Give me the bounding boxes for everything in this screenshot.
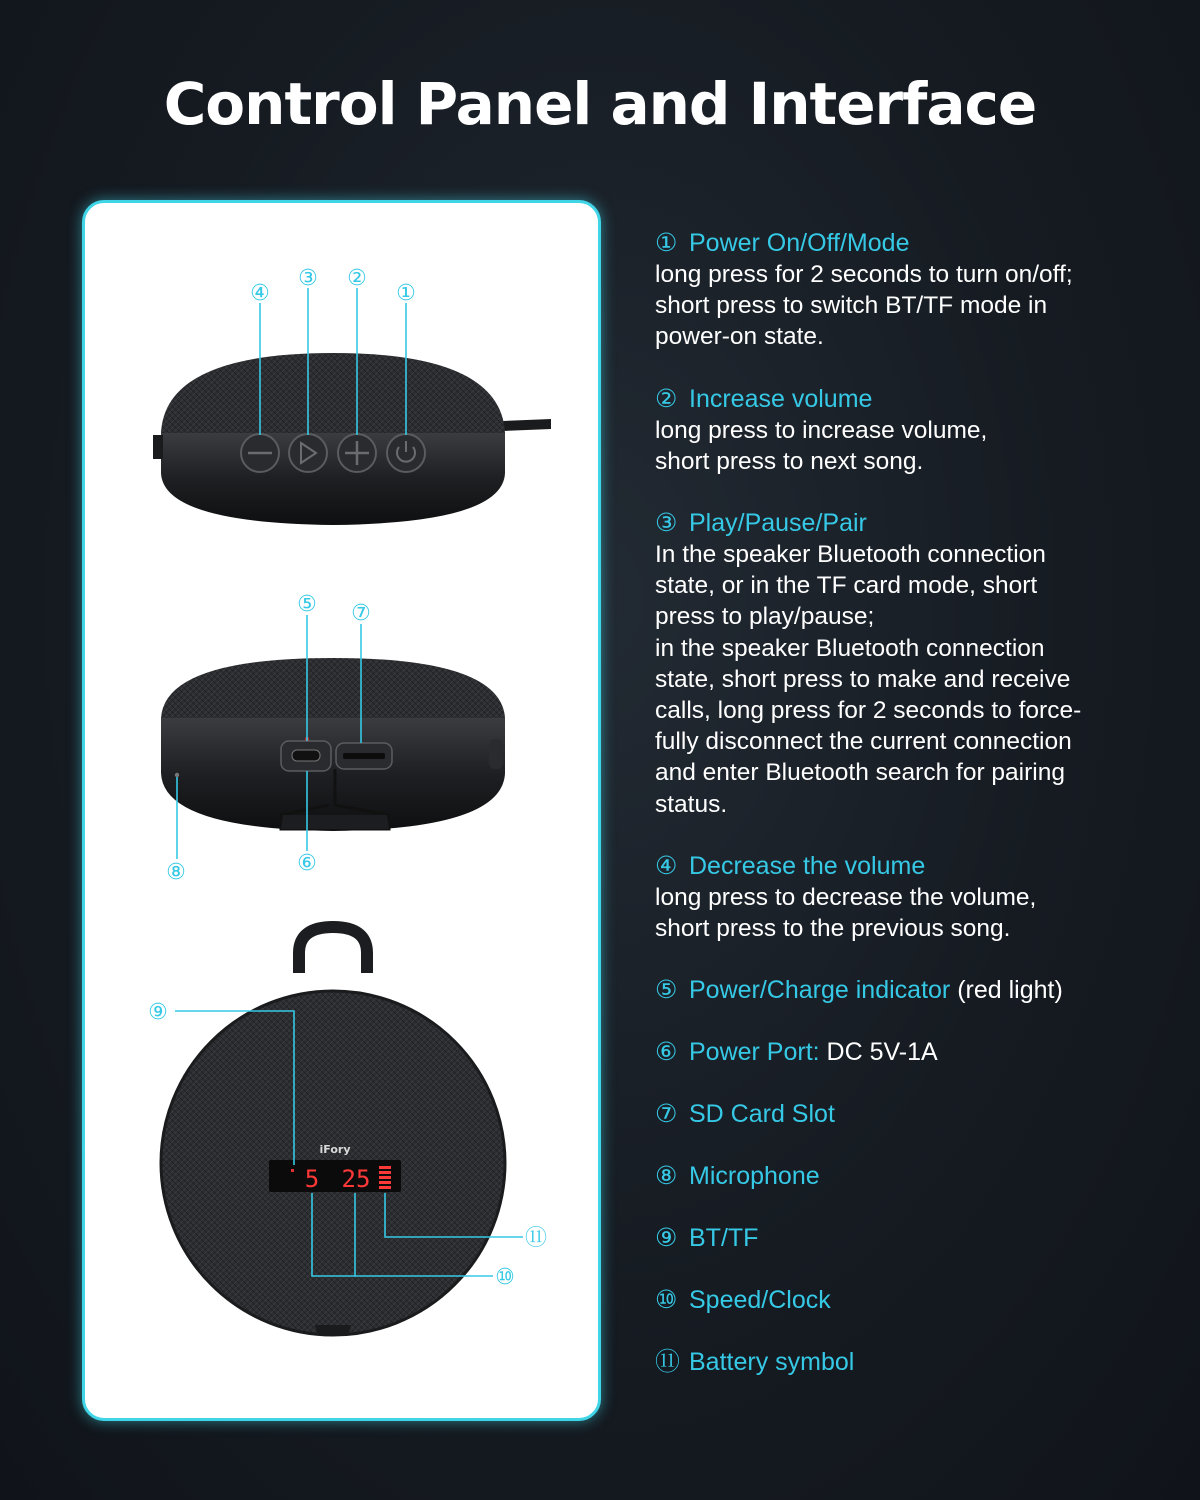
callout-1: ① bbox=[396, 281, 416, 306]
callout-8: ⑧ bbox=[166, 860, 186, 885]
item-number: ⑩ bbox=[655, 1286, 678, 1315]
item-description-line: short press to switch BT/TF mode in bbox=[655, 292, 1048, 320]
item-description-line: long press to increase volume, bbox=[655, 416, 988, 444]
speaker-diagram bbox=[85, 203, 598, 1418]
page-title: Control Panel and Interface bbox=[163, 70, 1037, 138]
item-description-line: status. bbox=[655, 790, 728, 818]
callout-9: ⑨ bbox=[148, 1000, 168, 1025]
list-item bbox=[655, 1285, 1155, 1316]
display-mode-digit: 5 bbox=[304, 1165, 320, 1193]
display-clock-digits: 25 bbox=[341, 1165, 371, 1193]
item-description-line: power-on state. bbox=[655, 323, 824, 351]
speaker-ports-view bbox=[161, 592, 505, 885]
item-heading: Battery symbol bbox=[689, 1348, 855, 1377]
item-heading: Power On/Off/Mode bbox=[689, 229, 910, 257]
item-description-line: in the speaker Bluetooth connection bbox=[655, 634, 1045, 662]
list-item bbox=[655, 1347, 1155, 1378]
item-heading: Speed/Clock bbox=[689, 1286, 831, 1315]
item-number: ⑧ bbox=[655, 1162, 678, 1191]
item-number: ⑪ bbox=[655, 1348, 681, 1377]
item-number: ① bbox=[655, 229, 678, 257]
led-display bbox=[269, 1160, 401, 1193]
item-heading: Play/Pause/Pair bbox=[689, 509, 867, 538]
speaker-front-view bbox=[148, 927, 547, 1335]
power-button-icon[interactable] bbox=[387, 434, 425, 472]
list-item bbox=[655, 975, 1155, 1006]
item-heading: BT/TF bbox=[689, 1224, 759, 1253]
item-number: ⑥ bbox=[655, 1038, 678, 1067]
callout-5: ⑤ bbox=[297, 592, 317, 617]
list-item bbox=[655, 1161, 1155, 1192]
item-heading: Power Port: bbox=[689, 1038, 820, 1067]
item-description-line: short press to the previous song. bbox=[655, 915, 1011, 943]
item-description-line: calls, long press for 2 seconds to force- bbox=[655, 697, 1082, 725]
brand-logo: iFory bbox=[319, 1143, 351, 1156]
item-heading: Decrease the volume bbox=[689, 851, 926, 880]
feature-list bbox=[655, 228, 1155, 1378]
microphone-hole bbox=[175, 773, 179, 777]
callout-10: ⑩ bbox=[495, 1265, 515, 1290]
item-description-line: short press to next song. bbox=[655, 447, 924, 475]
sd-card-slot bbox=[336, 743, 392, 769]
item-description-line: long press to decrease the volume, bbox=[655, 883, 1037, 911]
item-suffix: (red light) bbox=[950, 976, 1063, 1005]
item-number: ⑤ bbox=[655, 976, 678, 1005]
callout-11: ⑪ bbox=[524, 1226, 548, 1251]
speaker-hook bbox=[503, 419, 551, 431]
list-item bbox=[655, 1099, 1155, 1130]
item-heading: SD Card Slot bbox=[689, 1100, 835, 1129]
product-diagram-panel bbox=[82, 200, 601, 1421]
list-item bbox=[655, 508, 1155, 820]
item-description-line: and enter Bluetooth search for pairing bbox=[655, 759, 1065, 787]
callout-6: ⑥ bbox=[297, 851, 317, 876]
item-heading: Power/Charge indicator bbox=[689, 976, 951, 1005]
list-item bbox=[655, 851, 1155, 944]
item-number: ⑨ bbox=[655, 1224, 678, 1253]
item-description-line: long press for 2 seconds to turn on/off; bbox=[655, 261, 1073, 288]
plus-button-icon[interactable] bbox=[338, 434, 376, 472]
item-heading: Microphone bbox=[689, 1162, 820, 1191]
item-description-line: state, short press to make and receive bbox=[655, 665, 1071, 693]
usb-c-port bbox=[281, 741, 331, 771]
item-number: ③ bbox=[655, 509, 678, 538]
item-number: ④ bbox=[655, 851, 678, 880]
item-heading: Increase volume bbox=[689, 384, 873, 413]
speaker-top-view bbox=[153, 266, 551, 525]
list-item bbox=[655, 384, 1155, 477]
item-description-line: fully disconnect the current connection bbox=[655, 728, 1072, 756]
callout-2: ② bbox=[347, 266, 367, 291]
callout-3: ③ bbox=[298, 266, 318, 291]
item-description-line: state, or in the TF card mode, short bbox=[655, 572, 1038, 600]
play-button-icon[interactable] bbox=[289, 434, 327, 472]
list-item bbox=[655, 228, 1155, 353]
item-description-line: In the speaker Bluetooth connection bbox=[655, 541, 1046, 569]
list-item bbox=[655, 1037, 1155, 1068]
callout-4: ④ bbox=[250, 281, 270, 306]
minus-button-icon[interactable] bbox=[241, 434, 279, 472]
callout-7: ⑦ bbox=[351, 601, 371, 626]
item-suffix: DC 5V-1A bbox=[819, 1038, 938, 1067]
list-item bbox=[655, 1223, 1155, 1254]
item-number: ② bbox=[655, 384, 678, 413]
item-number: ⑦ bbox=[655, 1100, 678, 1129]
item-description-line: press to play/pause; bbox=[655, 603, 875, 631]
